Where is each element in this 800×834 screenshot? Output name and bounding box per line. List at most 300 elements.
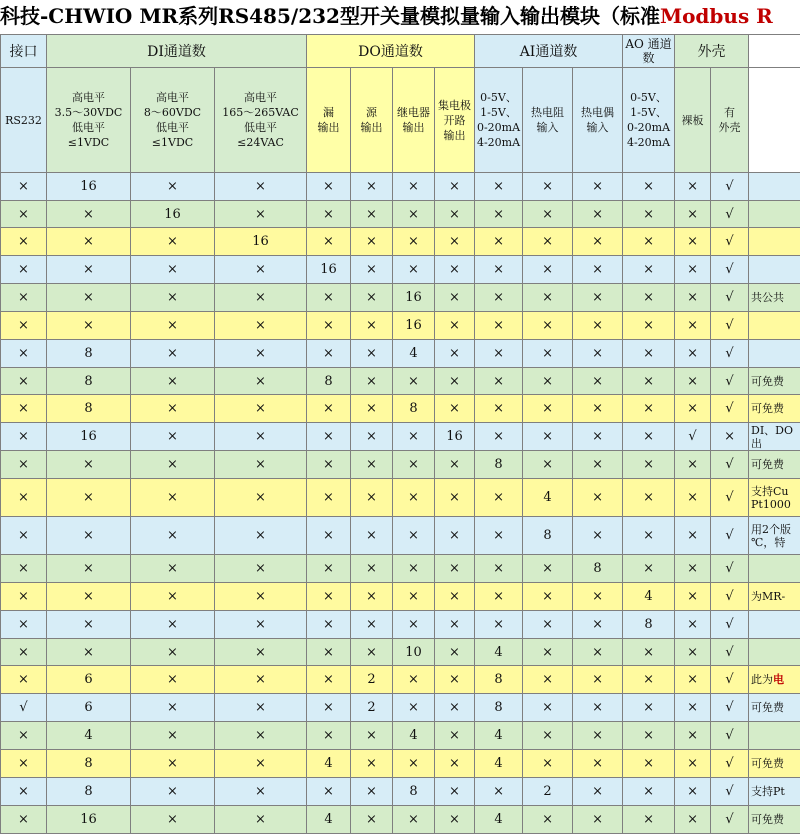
table-cell: ×	[435, 694, 475, 722]
table-cell: ×	[47, 451, 131, 479]
table-cell: ×	[435, 173, 475, 201]
header-line: 热电阻	[523, 105, 572, 120]
table-cell: ×	[623, 750, 675, 778]
table-cell: ×	[393, 666, 435, 694]
table-cell: ×	[307, 778, 351, 806]
table-cell: ×	[435, 666, 475, 694]
table-cell: ×	[47, 611, 131, 639]
table-cell: ×	[675, 750, 711, 778]
table-cell: ×	[47, 517, 131, 555]
table-cell: √	[711, 228, 749, 256]
table-cell: ×	[523, 722, 573, 750]
table-cell: ×	[1, 639, 47, 666]
table-cell: ×	[215, 583, 307, 611]
table-cell: ×	[523, 201, 573, 228]
header-line: 集电极	[435, 98, 474, 113]
table-cell: ×	[523, 611, 573, 639]
table-cell: ×	[475, 778, 523, 806]
table-cell: ×	[435, 451, 475, 479]
table-cell: 8	[47, 778, 131, 806]
table-cell: ×	[393, 694, 435, 722]
table-cell: ×	[131, 583, 215, 611]
table-cell: ×	[131, 694, 215, 722]
note-text: 此为	[751, 673, 773, 686]
header-line: 热电偶	[573, 105, 622, 120]
table-cell: ×	[573, 284, 623, 312]
table-cell: ×	[435, 517, 475, 555]
table-cell: 16	[435, 423, 475, 451]
header-ao	[623, 35, 675, 68]
table-cell: ×	[351, 517, 393, 555]
table-cell: 16	[307, 256, 351, 284]
table-row	[1, 368, 800, 395]
table-cell: ×	[573, 395, 623, 423]
table-cell: ×	[523, 284, 573, 312]
table-cell: ×	[435, 611, 475, 639]
table-cell: √	[711, 312, 749, 340]
table-cell: √	[711, 666, 749, 694]
table-cell: 8	[307, 368, 351, 395]
table-cell: √	[711, 368, 749, 395]
table-cell: ×	[623, 256, 675, 284]
header-di-2	[131, 68, 215, 173]
note-text: 可免费	[751, 757, 784, 770]
table-cell: √	[711, 479, 749, 517]
table-cell: ×	[623, 423, 675, 451]
table-cell: √	[711, 340, 749, 368]
table-cell: 4	[475, 639, 523, 666]
table-cell: ×	[435, 750, 475, 778]
table-cell: ×	[523, 583, 573, 611]
note-text: 可免费	[751, 375, 784, 388]
table-cell: √	[711, 806, 749, 834]
table-cell: ×	[573, 778, 623, 806]
table-cell: ×	[523, 750, 573, 778]
table-row	[1, 694, 800, 722]
table-cell: ×	[435, 555, 475, 583]
table-cell: 4	[523, 479, 573, 517]
note-cell	[749, 284, 800, 312]
table-cell: ×	[351, 583, 393, 611]
table-cell: ×	[215, 639, 307, 666]
table-cell: ×	[573, 722, 623, 750]
table-cell: ×	[623, 517, 675, 555]
table-cell: ×	[351, 806, 393, 834]
table-cell: ×	[435, 395, 475, 423]
table-cell: 4	[47, 722, 131, 750]
table-cell: ×	[435, 312, 475, 340]
table-cell: ×	[623, 778, 675, 806]
table-cell: ×	[393, 806, 435, 834]
table-cell: ×	[623, 312, 675, 340]
table-cell: √	[1, 694, 47, 722]
table-cell: ×	[573, 611, 623, 639]
header-line: 源	[351, 105, 392, 120]
table-row	[1, 722, 800, 750]
table-cell: ×	[1, 284, 47, 312]
table-cell: ×	[307, 340, 351, 368]
table-cell: √	[711, 583, 749, 611]
table-cell: 4	[475, 806, 523, 834]
header-line: 低电平	[215, 120, 306, 135]
table-cell: ×	[1, 228, 47, 256]
table-cell: ×	[131, 340, 215, 368]
header-do-1	[307, 68, 351, 173]
table-cell: ×	[1, 583, 47, 611]
table-cell: ×	[393, 750, 435, 778]
table-cell: ×	[215, 778, 307, 806]
note-cell	[749, 395, 800, 423]
header-do: DO通道数	[307, 35, 475, 68]
header-ai-3	[573, 68, 623, 173]
table-cell: ×	[435, 368, 475, 395]
table-cell: ×	[1, 806, 47, 834]
header-line: 漏	[307, 105, 350, 120]
table-cell: ×	[351, 611, 393, 639]
table-cell: ×	[523, 395, 573, 423]
table-cell: ×	[573, 173, 623, 201]
table-cell: ×	[623, 340, 675, 368]
table-cell: 8	[47, 395, 131, 423]
table-cell: 4	[623, 583, 675, 611]
table-cell: ×	[573, 479, 623, 517]
table-cell: ×	[131, 750, 215, 778]
table-cell: ×	[131, 451, 215, 479]
table-cell: ×	[1, 479, 47, 517]
table-cell: ×	[475, 611, 523, 639]
header-line: 输出	[307, 120, 350, 135]
table-cell: ×	[393, 256, 435, 284]
table-cell: √	[711, 256, 749, 284]
table-row	[1, 256, 800, 284]
header-do-3	[393, 68, 435, 173]
table-cell: ×	[675, 395, 711, 423]
header-note	[749, 35, 800, 68]
note-text: 可免费	[751, 402, 784, 415]
note-text: 用2个版	[751, 523, 791, 536]
header-row-group	[1, 35, 800, 68]
table-cell: ×	[47, 583, 131, 611]
table-cell: ×	[675, 778, 711, 806]
table-cell: ×	[351, 395, 393, 423]
table-cell: ×	[1, 750, 47, 778]
header-line: ≤1VDC	[131, 135, 214, 150]
header-line: 高电平	[215, 90, 306, 105]
table-cell: 16	[215, 228, 307, 256]
table-cell: ×	[523, 256, 573, 284]
table-cell: 8	[393, 778, 435, 806]
table-cell: ×	[573, 666, 623, 694]
table-cell: ×	[523, 340, 573, 368]
table-cell: ×	[215, 451, 307, 479]
header-row-sub	[1, 68, 800, 173]
note-highlight: 电	[773, 673, 784, 686]
table-cell: √	[711, 778, 749, 806]
header-line: 输入	[523, 120, 572, 135]
table-cell: ×	[215, 201, 307, 228]
table-cell: ×	[523, 173, 573, 201]
table-cell: ×	[675, 479, 711, 517]
table-cell: ×	[675, 694, 711, 722]
table-cell: ×	[573, 639, 623, 666]
table-cell: ×	[47, 479, 131, 517]
table-cell: ×	[47, 312, 131, 340]
table-cell: ×	[215, 312, 307, 340]
table-cell: ×	[1, 340, 47, 368]
table-cell: ×	[215, 479, 307, 517]
table-cell: ×	[131, 368, 215, 395]
table-cell: 4	[393, 722, 435, 750]
note-cell	[749, 666, 800, 694]
table-cell: ×	[307, 201, 351, 228]
table-cell: ×	[307, 555, 351, 583]
table-cell: ×	[523, 228, 573, 256]
table-cell: ×	[1, 611, 47, 639]
table-cell: ×	[675, 517, 711, 555]
table-cell: ×	[675, 340, 711, 368]
note-cell	[749, 750, 800, 778]
table-cell: ×	[435, 722, 475, 750]
header-line: 外壳	[711, 120, 748, 135]
table-cell: √	[711, 284, 749, 312]
table-row	[1, 750, 800, 778]
table-cell: ×	[623, 368, 675, 395]
table-cell: ×	[215, 694, 307, 722]
table-cell: ×	[131, 395, 215, 423]
table-cell: ×	[1, 423, 47, 451]
note-cell	[749, 778, 800, 806]
table-cell: ×	[47, 256, 131, 284]
table-cell: ×	[351, 639, 393, 666]
header-do-2	[351, 68, 393, 173]
table-cell: ×	[623, 228, 675, 256]
table-cell: √	[711, 722, 749, 750]
table-cell: ×	[475, 228, 523, 256]
table-cell: ×	[131, 639, 215, 666]
table-cell: ×	[351, 368, 393, 395]
table-cell: ×	[307, 722, 351, 750]
table-cell: √	[711, 201, 749, 228]
header-line: 输出	[351, 120, 392, 135]
header-line: 低电平	[131, 120, 214, 135]
table-cell: ×	[1, 256, 47, 284]
table-cell: ×	[215, 555, 307, 583]
table-row	[1, 423, 800, 451]
table-cell: ×	[573, 517, 623, 555]
table-cell: ×	[435, 340, 475, 368]
header-line: 0-5V、	[623, 90, 674, 105]
table-cell: ×	[131, 284, 215, 312]
header-di-1	[47, 68, 131, 173]
table-cell: ×	[1, 173, 47, 201]
table-cell: 8	[475, 694, 523, 722]
table-cell: ×	[393, 228, 435, 256]
table-cell: 8	[475, 666, 523, 694]
table-cell: ×	[475, 395, 523, 423]
table-cell: ×	[1, 201, 47, 228]
table-cell: ×	[307, 479, 351, 517]
header-bare: 裸板	[675, 68, 711, 173]
table-cell: ×	[675, 611, 711, 639]
table-cell: ×	[623, 639, 675, 666]
table-cell: ×	[393, 517, 435, 555]
table-cell: ×	[573, 423, 623, 451]
table-cell: ×	[307, 639, 351, 666]
table-cell: 2	[523, 778, 573, 806]
table-cell: ×	[47, 284, 131, 312]
header-line: 0-20mA	[475, 120, 522, 135]
table-cell: ×	[475, 256, 523, 284]
table-cell: ×	[573, 694, 623, 722]
header-ai-1	[475, 68, 523, 173]
table-cell: 2	[351, 694, 393, 722]
table-cell: 4	[307, 750, 351, 778]
table-cell: ×	[351, 423, 393, 451]
table-cell: ×	[475, 583, 523, 611]
table-cell: ×	[573, 312, 623, 340]
table-cell: ×	[215, 256, 307, 284]
table-cell: ×	[393, 451, 435, 479]
table-cell: ×	[1, 312, 47, 340]
note-cell	[749, 479, 800, 517]
table-cell: ×	[523, 451, 573, 479]
header-interface: 接口	[1, 35, 47, 68]
table-cell: ×	[523, 423, 573, 451]
table-cell: ×	[47, 201, 131, 228]
table-cell: √	[711, 694, 749, 722]
note-text: Pt1000	[751, 498, 791, 511]
table-cell: ×	[215, 340, 307, 368]
table-cell: 8	[47, 340, 131, 368]
table-cell: ×	[131, 517, 215, 555]
table-cell: 8	[393, 395, 435, 423]
table-cell: ×	[131, 666, 215, 694]
note-text: 支持Cu	[751, 485, 789, 498]
table-cell: 8	[475, 451, 523, 479]
table-cell: ×	[623, 479, 675, 517]
header-line: ≤24VAC	[215, 135, 306, 150]
table-cell: 8	[623, 611, 675, 639]
table-row	[1, 778, 800, 806]
table-cell: ×	[675, 256, 711, 284]
table-cell: ×	[47, 639, 131, 666]
table-cell: ×	[215, 611, 307, 639]
note-cell	[749, 312, 800, 340]
table-cell: ×	[523, 666, 573, 694]
table-cell: ×	[351, 173, 393, 201]
table-body	[1, 173, 800, 834]
table-row	[1, 173, 800, 201]
table-cell: ×	[623, 201, 675, 228]
table-cell: ×	[675, 284, 711, 312]
table-cell: ×	[1, 451, 47, 479]
table-cell: ×	[1, 666, 47, 694]
table-cell: ×	[623, 694, 675, 722]
header-line: 低电平	[47, 120, 130, 135]
table-cell: ×	[307, 395, 351, 423]
table-cell: ×	[475, 173, 523, 201]
table-cell: 16	[393, 284, 435, 312]
table-cell: ×	[215, 666, 307, 694]
table-cell: ×	[435, 639, 475, 666]
note-cell	[749, 423, 800, 451]
header-line: 高电平	[47, 90, 130, 105]
table-cell: ×	[215, 517, 307, 555]
table-cell: ×	[435, 256, 475, 284]
note-cell	[749, 173, 800, 201]
header-cased	[711, 68, 749, 173]
table-cell: ×	[215, 423, 307, 451]
note-cell	[749, 340, 800, 368]
table-cell: ×	[307, 666, 351, 694]
table-cell: 4	[307, 806, 351, 834]
table-cell: ×	[47, 228, 131, 256]
note-text: 可免费	[751, 701, 784, 714]
header-line: 4-20mA	[623, 135, 674, 150]
table-cell: 8	[47, 368, 131, 395]
table-cell: ×	[573, 256, 623, 284]
table-cell: 6	[47, 694, 131, 722]
table-cell: ×	[623, 173, 675, 201]
table-cell: ×	[623, 555, 675, 583]
table-cell: 16	[47, 173, 131, 201]
header-line: 0-5V、	[475, 90, 522, 105]
table-cell: 2	[351, 666, 393, 694]
table-cell: 4	[393, 340, 435, 368]
table-cell: ×	[573, 228, 623, 256]
table-cell: ×	[351, 750, 393, 778]
table-cell: ×	[215, 806, 307, 834]
table-cell: ×	[215, 750, 307, 778]
table-cell: ×	[475, 368, 523, 395]
header-line: 开路	[435, 113, 474, 128]
table-cell: ×	[215, 368, 307, 395]
table-row	[1, 479, 800, 517]
table-cell: ×	[215, 284, 307, 312]
header-ai-2	[523, 68, 573, 173]
table-cell: ×	[435, 284, 475, 312]
note-cell	[749, 806, 800, 834]
table-cell: ×	[307, 451, 351, 479]
table-row	[1, 312, 800, 340]
table-cell: ×	[435, 479, 475, 517]
table-row	[1, 806, 800, 834]
note-text: ℃，特	[751, 536, 785, 549]
table-cell: ×	[675, 451, 711, 479]
table-cell: ×	[523, 555, 573, 583]
table-cell: ×	[675, 312, 711, 340]
table-cell: ×	[1, 368, 47, 395]
table-cell: 8	[47, 750, 131, 778]
table-cell: 4	[475, 750, 523, 778]
header-di-3	[215, 68, 307, 173]
header-rs232: RS232	[1, 68, 47, 173]
table-cell: ×	[675, 666, 711, 694]
table-cell: ×	[711, 423, 749, 451]
note-cell	[749, 639, 800, 666]
table-cell: ×	[393, 368, 435, 395]
table-cell: ×	[307, 173, 351, 201]
header-line: 165～265VAC	[215, 105, 306, 120]
table-cell: ×	[351, 451, 393, 479]
table-cell: ×	[1, 778, 47, 806]
table-cell: ×	[675, 201, 711, 228]
table-row	[1, 395, 800, 423]
table-cell: ×	[351, 228, 393, 256]
table-cell: 8	[573, 555, 623, 583]
table-cell: ×	[1, 555, 47, 583]
header-line: 1-5V、	[475, 105, 522, 120]
